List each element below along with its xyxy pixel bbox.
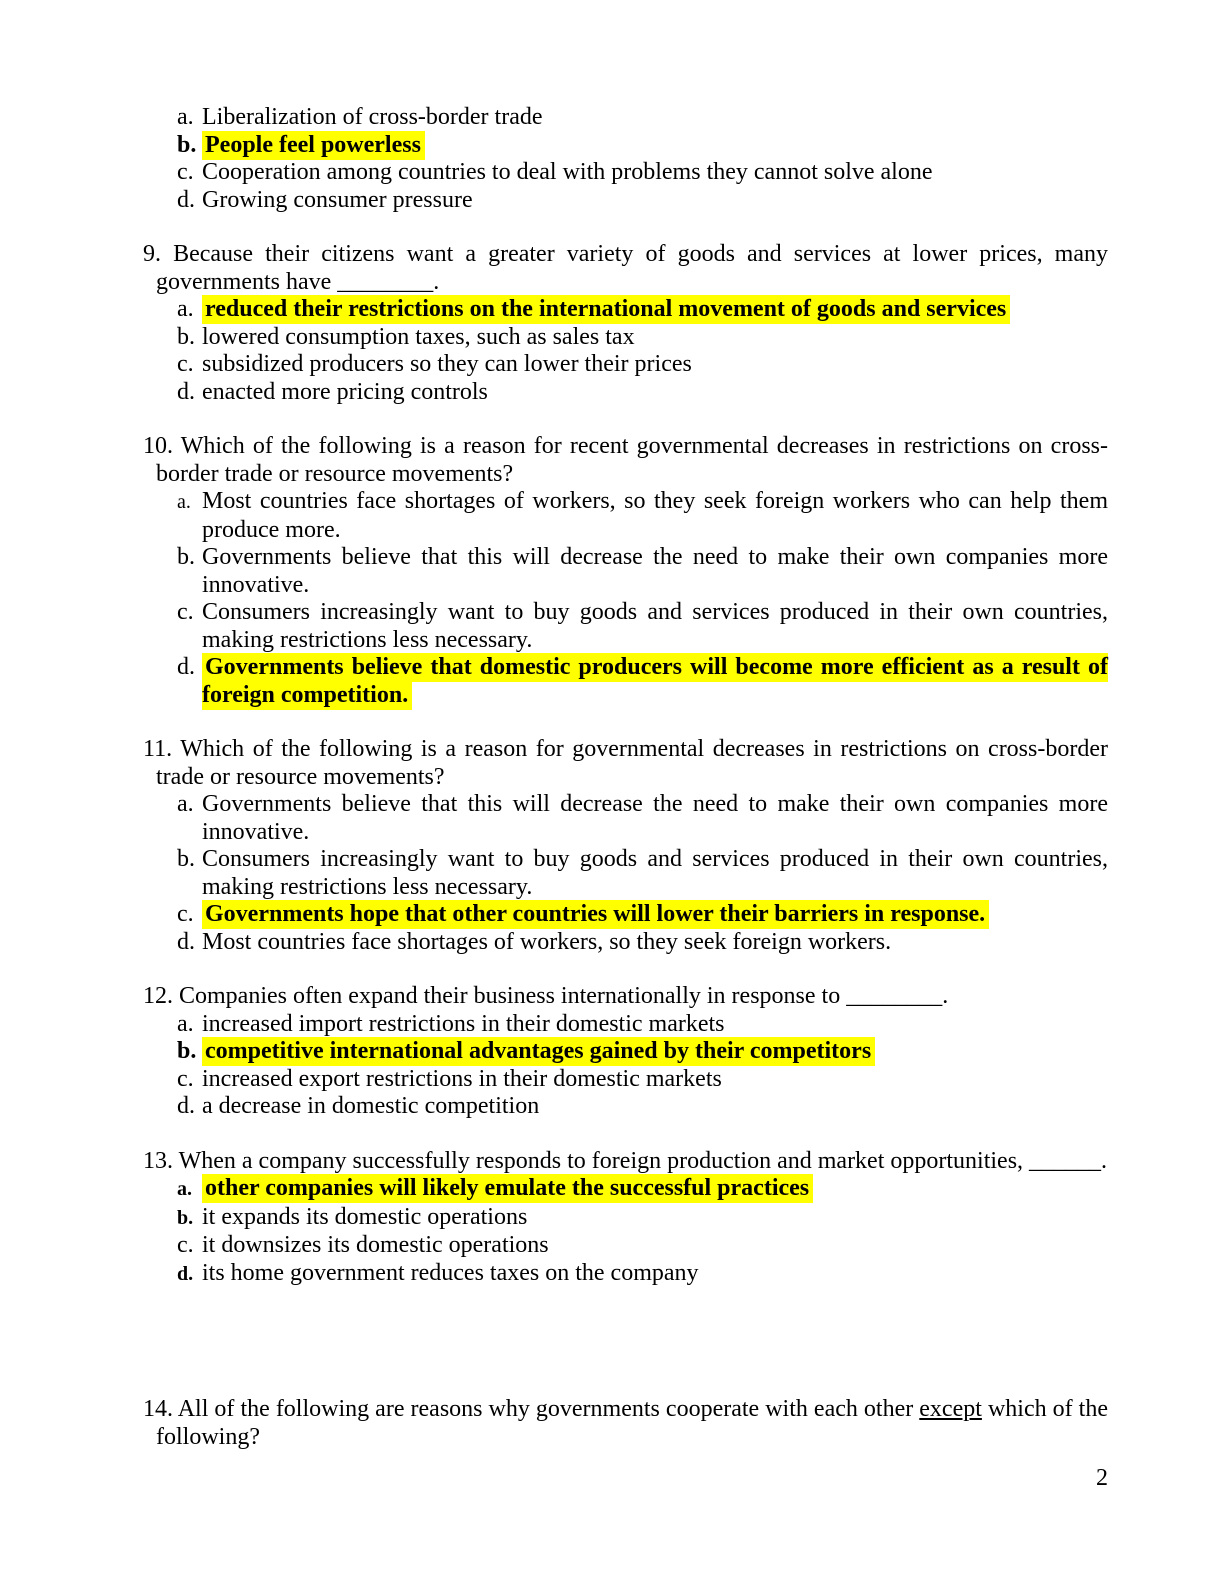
option-text: Liberalization of cross-border trade [202,104,543,130]
question-14 [143,1396,1108,1451]
option-row [143,791,1108,846]
option-text: subsidized producers so they can lower their prices [202,351,692,377]
question-10 [143,433,1108,709]
question-number: 11. [143,736,173,762]
option-row [143,929,1108,957]
option-text: enacted more pricing controls [202,378,488,405]
option-letter: c. [177,1232,194,1258]
option-text: a decrease in domestic competition [202,1093,540,1119]
question-stem-row [143,1148,1108,1176]
option-row [143,1260,1108,1289]
option-letter: b. [177,846,195,872]
option-text-highlighted: People feel powerless [202,131,425,160]
option-text: Governments believe that this will decrease the need to make their own companies more innovative. [202,544,1108,598]
option-text: Most countries face shortages of workers, so they seek foreign workers who can help them produce more. [202,488,1108,543]
option-row [143,379,1108,407]
option-row [143,544,1108,599]
option-row [143,296,1108,324]
question-stem-row [143,983,1108,1011]
option-row [143,159,1108,187]
option-text: increased import restrictions in their domestic markets [202,1010,725,1037]
question-8-options [143,104,1108,214]
option-text: Cooperation among countries to deal with problems they cannot solve alone [202,159,933,185]
option-letter: d. [177,928,195,955]
question-stem-row [143,433,1108,488]
option-row [143,1204,1108,1233]
stem-text-post: which of the following? [156,1396,1108,1450]
option-text: Most countries face shortages of workers, so they seek foreign workers. [202,928,892,955]
option-letter: a. [177,491,191,513]
option-row [143,1232,1108,1260]
option-row [143,599,1108,654]
option-text-highlighted: Governments believe that domestic producers will become more efficient as a result of foreign competition. [202,654,1108,708]
option-text: Growing consumer pressure [202,186,473,213]
option-letter: d. [177,186,195,213]
question-stem-row [143,1396,1108,1451]
option-letter: d. [177,654,195,680]
question-12 [143,983,1108,1121]
option-letter: b. [177,1206,194,1229]
option-letter: c. [177,599,194,625]
option-text-highlighted: other companies will likely emulate the successful practices [202,1174,813,1203]
option-text-highlighted: Governments hope that other countries will lower their barriers in response. [202,900,989,929]
question-11 [143,736,1108,956]
option-row [143,324,1108,352]
option-row [143,187,1108,215]
question-stem-row [143,241,1108,296]
option-letter: b. [177,1038,197,1064]
option-letter: a. [177,296,194,322]
option-letter: b. [177,323,195,350]
option-letter: c. [177,901,194,927]
option-text-highlighted: competitive international advantages gained by their competitors [202,1037,875,1066]
option-row [143,1093,1108,1121]
option-text: lowered consumption taxes, such as sales tax [202,323,635,350]
option-row [143,1038,1108,1066]
option-row [143,1175,1108,1204]
option-letter: d. [177,378,195,405]
option-text: increased export restrictions in their domestic markets [202,1065,722,1092]
option-text: it expands its domestic operations [202,1203,528,1230]
option-text: Consumers increasingly want to buy goods and services produced in their own countries, making restrictions less necessary. [202,599,1108,653]
option-row [143,654,1108,709]
question-stem: Companies often expand their business internationally in response to ________. [179,983,949,1009]
option-row [143,901,1108,929]
option-row [143,488,1108,544]
option-letter: a. [177,104,194,130]
question-stem [156,1396,1108,1450]
option-letter: a. [177,1178,192,1200]
option-text-highlighted: reduced their restrictions on the international movement of goods and services [202,295,1010,324]
stem-text-pre: All of the following are reasons why governments cooperate with each other [177,1396,920,1422]
question-number: 9. [143,241,161,267]
option-letter: c. [177,159,194,185]
question-number: 12. [143,983,173,1009]
option-row [143,132,1108,160]
option-letter: a. [177,1010,194,1037]
option-letter: d. [177,1262,194,1285]
option-row [143,1011,1108,1039]
stem-underlined-word: except [919,1396,982,1422]
option-row [143,1066,1108,1094]
option-row [143,351,1108,379]
option-letter: d. [177,1093,195,1119]
question-number: 13. [143,1147,173,1174]
question-number: 10. [143,433,173,459]
question-stem-row [143,736,1108,791]
question-13 [143,1148,1108,1289]
option-letter: b. [177,131,197,158]
question-stem: When a company successfully responds to foreign production and market opportunities, ______. [178,1147,1108,1174]
option-letter: c. [177,1065,194,1092]
option-text: it downsizes its domestic operations [202,1232,549,1258]
question-9 [143,241,1108,406]
question-stem: Because their citizens want a greater variety of goods and services at lower prices, many governments have ________. [156,241,1109,295]
option-letter: a. [177,791,194,817]
option-letter: b. [177,544,195,570]
question-stem: Which of the following is a reason for recent governmental decreases in restrictions on cross-border trade or resource movements? [156,433,1108,487]
option-letter: c. [177,351,194,377]
option-text: its home government reduces taxes on the company [202,1259,699,1286]
question-stem: Which of the following is a reason for governmental decreases in restrictions on cross-border trade or resource movements? [156,736,1108,790]
question-number: 14. [143,1396,173,1422]
page-number: 2 [1096,1465,1108,1491]
option-text: Governments believe that this will decrease the need to make their own companies more innovative. [202,791,1108,845]
option-text: Consumers increasingly want to buy goods and services produced in their own countries, making restrictions less necessary. [202,846,1108,900]
option-row [143,846,1108,901]
option-row [143,104,1108,132]
